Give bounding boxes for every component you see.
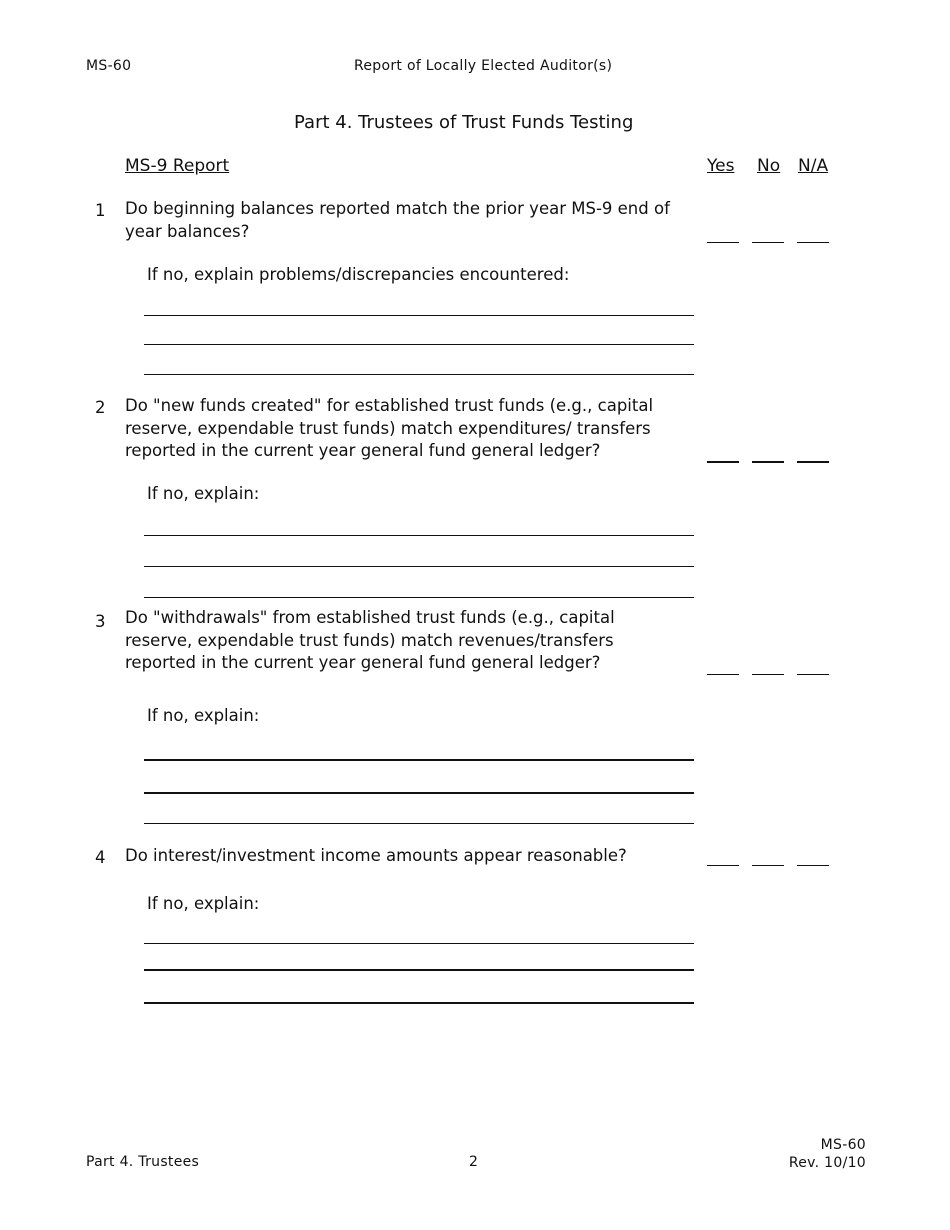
question-line: reported in the current year general fund general ledger? bbox=[125, 441, 601, 460]
explain-line[interactable] bbox=[144, 597, 694, 598]
explain-line[interactable] bbox=[144, 344, 694, 345]
question-text bbox=[125, 395, 695, 463]
explain-line[interactable] bbox=[144, 969, 694, 971]
explain-line[interactable] bbox=[144, 374, 694, 375]
page-title: Part 4. Trustees of Trust Funds Testing bbox=[294, 112, 634, 133]
no-blank[interactable] bbox=[752, 865, 784, 866]
form-title: Report of Locally Elected Auditor(s) bbox=[354, 58, 613, 74]
yes-blank[interactable] bbox=[707, 242, 739, 243]
question-number: 1 bbox=[95, 201, 106, 220]
question-text bbox=[125, 198, 695, 243]
no-blank[interactable] bbox=[752, 461, 784, 463]
na-blank[interactable] bbox=[797, 242, 829, 243]
question-line: Do "new funds created" for established trust funds (e.g., capital bbox=[125, 396, 654, 415]
footer-revision: Rev. 10/10 bbox=[788, 1155, 866, 1171]
form-code: MS-60 bbox=[86, 58, 132, 74]
footer-form-code: MS-60 bbox=[820, 1137, 866, 1153]
explain-label: If no, explain: bbox=[147, 894, 260, 913]
explain-label: If no, explain: bbox=[147, 484, 260, 503]
no-blank[interactable] bbox=[752, 242, 784, 243]
question-line: reported in the current year general fund general ledger? bbox=[125, 653, 601, 672]
na-blank[interactable] bbox=[797, 674, 829, 675]
column-yes: Yes bbox=[707, 156, 735, 176]
yes-blank[interactable] bbox=[707, 865, 739, 866]
question-line: reserve, expendable trust funds) match expenditures/ transfers bbox=[125, 418, 651, 438]
question-number: 2 bbox=[95, 398, 106, 417]
question-text bbox=[125, 845, 695, 868]
explain-line[interactable] bbox=[144, 759, 694, 761]
explain-label: If no, explain problems/discrepancies encountered: bbox=[147, 265, 570, 284]
explain-line[interactable] bbox=[144, 535, 694, 536]
question-line: Do interest/investment income amounts appear reasonable? bbox=[125, 846, 627, 865]
na-blank[interactable] bbox=[797, 865, 829, 866]
explain-line[interactable] bbox=[144, 1002, 694, 1004]
yes-blank[interactable] bbox=[707, 461, 739, 463]
question-line: reserve, expendable trust funds) match revenues/transfers bbox=[125, 630, 614, 650]
question-line: year balances? bbox=[125, 221, 250, 241]
no-blank[interactable] bbox=[752, 674, 784, 675]
column-no: No bbox=[757, 156, 781, 176]
question-line: Do beginning balances reported match the prior year MS-9 end of bbox=[125, 199, 670, 218]
question-number: 3 bbox=[95, 612, 106, 631]
question-text bbox=[125, 607, 695, 675]
section-heading: MS-9 Report bbox=[125, 156, 230, 176]
column-na: N/A bbox=[798, 156, 829, 176]
explain-label: If no, explain: bbox=[147, 706, 260, 725]
page-number: 2 bbox=[469, 1154, 479, 1170]
yes-blank[interactable] bbox=[707, 674, 739, 675]
explain-line[interactable] bbox=[144, 943, 694, 944]
footer-section: Part 4. Trustees bbox=[86, 1154, 200, 1170]
explain-line[interactable] bbox=[144, 792, 694, 794]
explain-line[interactable] bbox=[144, 566, 694, 567]
explain-line[interactable] bbox=[144, 315, 694, 316]
question-number: 4 bbox=[95, 848, 106, 867]
explain-line[interactable] bbox=[144, 823, 694, 824]
question-line: Do "withdrawals" from established trust funds (e.g., capital bbox=[125, 608, 615, 627]
na-blank[interactable] bbox=[797, 461, 829, 463]
